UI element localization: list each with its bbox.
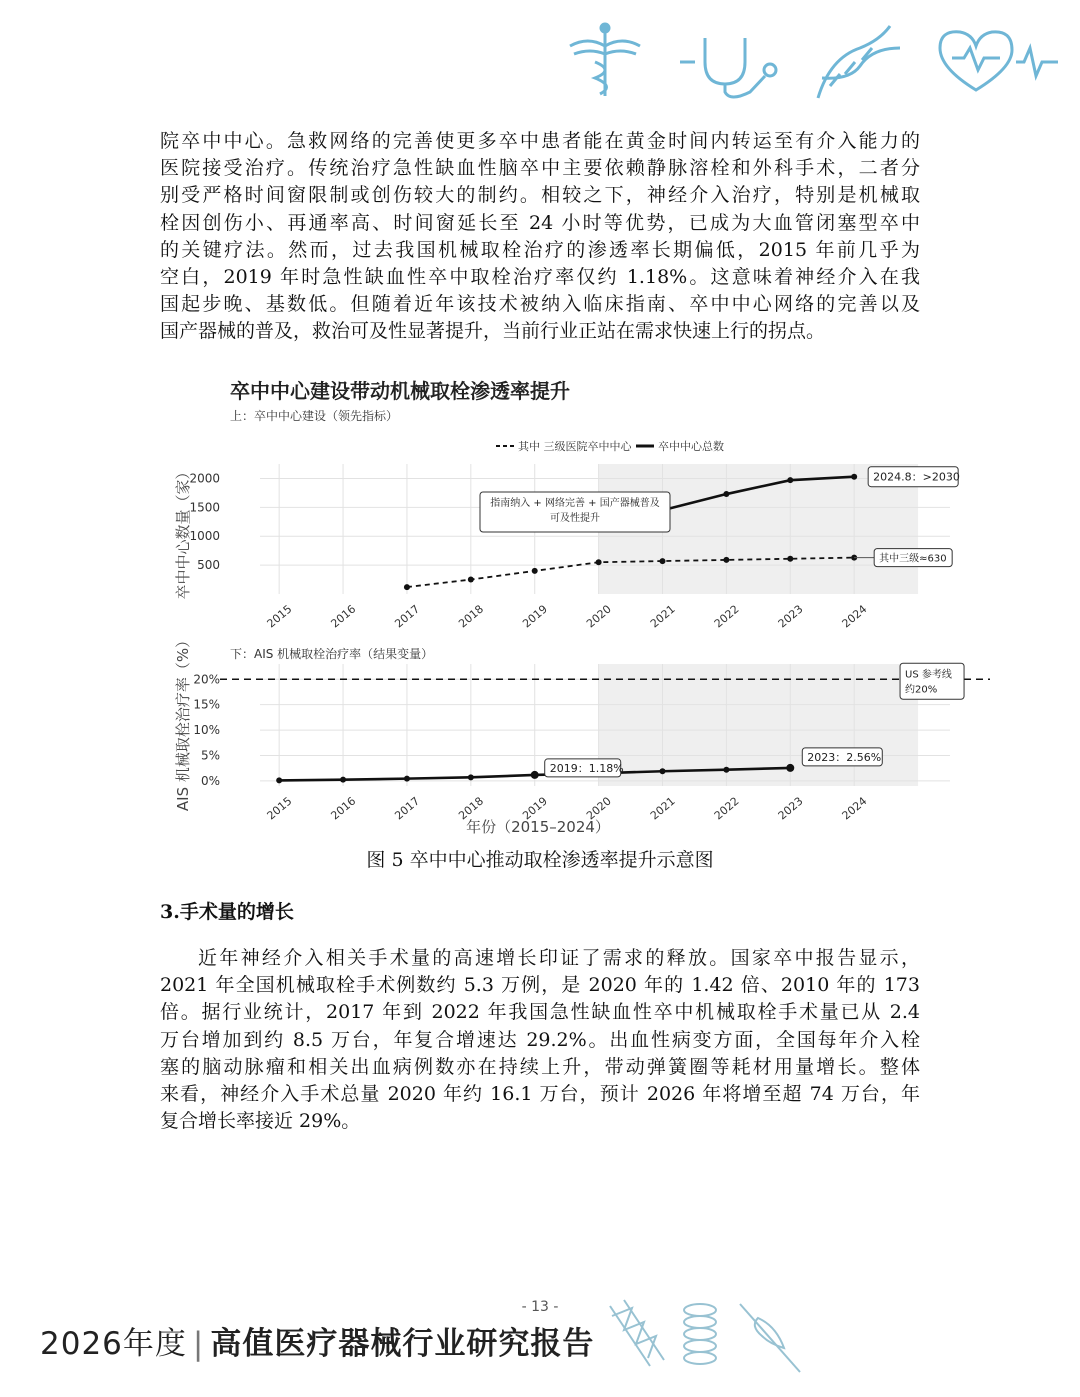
body-paragraph bbox=[160, 945, 920, 1135]
footer-separator: | bbox=[192, 1326, 205, 1362]
x-tick-label: 2023 bbox=[775, 602, 806, 631]
chart-svg bbox=[160, 372, 1000, 842]
data-point bbox=[468, 577, 474, 583]
stent-icon bbox=[610, 1300, 664, 1366]
annotation-label: US 参考线 bbox=[905, 669, 952, 681]
y-tick-label: 2000 bbox=[189, 471, 220, 486]
body-paragraph bbox=[160, 128, 920, 346]
paragraph-line: 的关键疗法。然而，过去我国机械取栓治疗的渗透率长期偏低，2015 年前几乎为 bbox=[160, 238, 920, 261]
y-tick-label: 5% bbox=[200, 748, 220, 763]
x-tick-label: 2022 bbox=[711, 602, 742, 631]
x-tick-label: 2022 bbox=[711, 794, 742, 823]
x-tick-label: 2020 bbox=[584, 794, 614, 823]
bottom-y-axis-label: AIS 机械取栓治疗率（%） bbox=[174, 632, 192, 812]
annotation-label: 2019：1.18% bbox=[549, 761, 624, 775]
x-tick-label: 2015 bbox=[264, 602, 295, 631]
coil-icon bbox=[684, 1304, 716, 1364]
section-heading: 3.手术量的增长 bbox=[160, 901, 294, 923]
top-y-axis-label: 卒中中心数量（家） bbox=[174, 464, 192, 600]
footer-device-art bbox=[600, 1296, 820, 1376]
x-tick-label: 2024 bbox=[839, 602, 870, 631]
data-point bbox=[531, 771, 539, 779]
x-tick-label: 2017 bbox=[392, 794, 423, 823]
x-tick-label: 2019 bbox=[520, 794, 550, 823]
x-tick-label: 2019 bbox=[520, 602, 550, 631]
data-point bbox=[723, 557, 729, 563]
x-tick-label: 2024 bbox=[839, 794, 870, 823]
x-tick-label: 2021 bbox=[647, 602, 678, 631]
top-panel-subtitle: 上：卒中中心建设（领先指标） bbox=[230, 409, 399, 423]
data-point bbox=[851, 474, 857, 480]
paragraph-line: 倍。据行业统计，2017 年到 2022 年我国急性缺血性卒中机械取栓手术量已从 2.4 bbox=[160, 1001, 920, 1024]
x-tick-label: 2015 bbox=[264, 794, 295, 823]
x-tick-label: 2016 bbox=[328, 602, 359, 631]
chart-title: 卒中中心建设带动机械取栓渗透率提升 bbox=[230, 379, 570, 403]
paragraph-line: 国产器械的普及，救治可及性显著提升，当前行业正站在需求快速上行的拐点。 bbox=[160, 320, 826, 343]
paragraph-line: 复合增长率接近 29%。 bbox=[160, 1110, 361, 1133]
paragraph-line: 院卒中中心。急救网络的完善使更多卒中患者能在黄金时间内转运至有介入能力的 bbox=[160, 130, 920, 152]
data-point bbox=[660, 558, 666, 564]
bottom-panel-subtitle: 下：AIS 机械取栓治疗率（结果变量） bbox=[230, 647, 434, 661]
data-point bbox=[340, 777, 346, 783]
x-tick-label: 2023 bbox=[775, 794, 806, 823]
y-tick-label: 0% bbox=[200, 773, 220, 788]
y-tick-label: 10% bbox=[193, 723, 220, 738]
x-tick-label: 2020 bbox=[584, 602, 614, 631]
y-tick-label: 500 bbox=[197, 558, 220, 573]
figure-caption: 图 5 卒中中心推动取栓渗透率提升示意图 bbox=[366, 849, 714, 871]
data-point bbox=[787, 477, 793, 483]
footer-year: 2026年度 bbox=[40, 1326, 187, 1362]
paragraph-line: 塞的脑动脉瘤和相关出血病例数亦在持续上升，带动弹簧圈等耗材用量增长。整体 bbox=[160, 1055, 920, 1078]
annotation-label: 其中三级≈630 bbox=[879, 553, 947, 565]
x-axis-label: 年份（2015–2024） bbox=[466, 818, 610, 836]
annotation-label: 2023：2.56% bbox=[807, 750, 882, 764]
page-number: - 13 - bbox=[521, 1299, 559, 1315]
data-point bbox=[468, 774, 474, 780]
data-point bbox=[723, 491, 729, 497]
annotation-label: 2024.8：>2030 bbox=[873, 470, 960, 484]
heartbeat-icon bbox=[940, 32, 1058, 90]
footer-report-title bbox=[40, 1318, 594, 1363]
footer-title-text: 高值医疗器械行业研究报告 bbox=[210, 1326, 595, 1362]
data-point bbox=[787, 556, 793, 562]
data-point bbox=[532, 568, 538, 574]
x-tick-label: 2017 bbox=[392, 602, 423, 631]
paragraph-line: 栓因创伤小、再通率高、时间窗延长至 24 小时等优势，已成为大血管闭塞型卒中 bbox=[160, 211, 920, 234]
paragraph-line: 空白，2019 年时急性缺血性卒中取栓治疗率仅约 1.18%。这意味着神经介入在我 bbox=[160, 266, 920, 289]
header-medical-art bbox=[560, 18, 1060, 108]
y-tick-label: 1500 bbox=[189, 500, 220, 515]
paragraph-line: 别受严格时间窗限制或创伤较大的制约。相较之下，神经介入治疗，特别是机械取 bbox=[160, 184, 920, 207]
paragraph-line: 2021 年全国机械取栓手术例数约 5.3 万例，是 2020 年的 1.42 倍、2010 年的 173 bbox=[160, 974, 920, 997]
y-tick-label: 15% bbox=[193, 697, 220, 712]
legend-label-total: 卒中中心总数 bbox=[658, 440, 724, 453]
x-tick-label: 2021 bbox=[647, 794, 678, 823]
data-point bbox=[404, 584, 410, 590]
y-tick-label: 1000 bbox=[189, 529, 220, 544]
paragraph-line: 近年神经介入相关手术量的高速增长印证了需求的释放。国家卒中报告显示， bbox=[198, 947, 920, 969]
data-point bbox=[404, 776, 410, 782]
dna-icon bbox=[818, 26, 900, 98]
balloon-catheter-icon bbox=[740, 1304, 800, 1372]
stethoscope-icon bbox=[680, 38, 776, 97]
annotation-label: 指南纳入 + 网络完善 + 国产器械普及 bbox=[490, 498, 660, 509]
figure-chart bbox=[160, 372, 1000, 842]
caduceus-icon bbox=[570, 24, 640, 96]
annotation-label: 可及性提升 bbox=[550, 513, 600, 524]
paragraph-line: 医院接受治疗。传统治疗急性缺血性脑卒中主要依赖静脉溶栓和外科手术，二者分 bbox=[160, 157, 920, 180]
x-tick-label: 2016 bbox=[328, 794, 359, 823]
paragraph-line: 国起步晚、基数低。但随着近年该技术被纳入临床指南、卒中中心网络的完善以及 bbox=[160, 293, 920, 316]
data-point bbox=[786, 764, 794, 772]
chart-legend bbox=[496, 439, 724, 453]
data-point bbox=[276, 777, 282, 783]
data-point bbox=[660, 768, 666, 774]
legend-label-tertiary: 其中 三级医院卒中中心 bbox=[518, 440, 632, 453]
x-tick-label: 2018 bbox=[456, 602, 487, 631]
data-point bbox=[723, 767, 729, 773]
annotation-label: 约20% bbox=[905, 684, 938, 696]
x-tick-label: 2018 bbox=[456, 794, 487, 823]
data-point bbox=[596, 559, 602, 565]
y-tick-label: 20% bbox=[193, 672, 220, 687]
paragraph-line: 万台增加到约 8.5 万台，年复合增速达 29.2%。出血性病变方面，全国每年介入栓 bbox=[160, 1028, 920, 1051]
paragraph-line: 来看，神经介入手术总量 2020 年约 16.1 万台，预计 2026 年将增至超 74 万台，年 bbox=[160, 1083, 920, 1106]
